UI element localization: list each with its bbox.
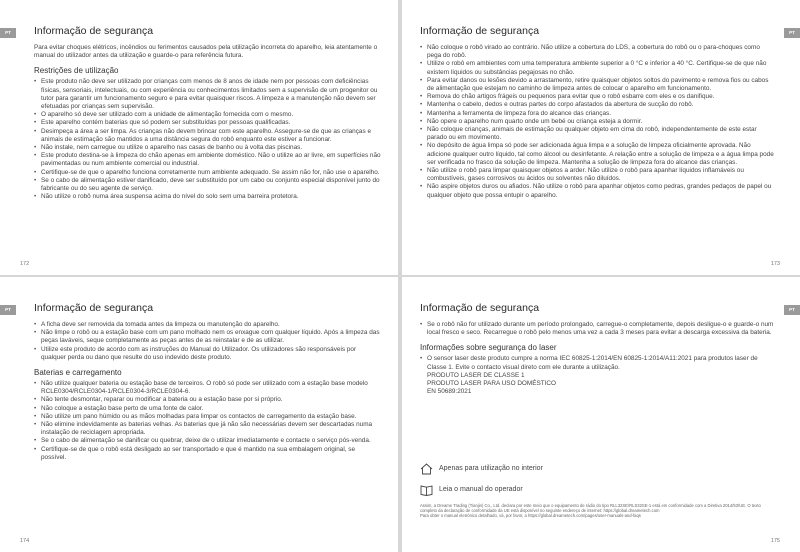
- bullet-list: [420, 321, 774, 337]
- symbol-manual-row: [420, 483, 543, 496]
- list-item: • Este produto não deve ser utilizado por crianças com menos de 8 anos de idade nem por pessoas com deficiências físicas, sensoriais, intelectuais, ou com experiência ou conhecimentos limitados sem a supervisão de um progenitor ou tutor para garantir um funcionamento seguro e para evitar quaisquer riscos. A limpeza e a manutenção não devem ser efetuadas por crianças sem supervisão.: [34, 78, 382, 111]
- list-item: • Mantenha a ferramenta de limpeza fora do alcance das crianças.: [420, 110, 774, 118]
- symbol-indoor-label: Apenas para utilização no interior: [439, 465, 543, 472]
- list-item: • Não coloque crianças, animais de estimação ou qualquer objeto em cima do robô, independentemente de este estar parado ou em movimento.: [420, 126, 774, 142]
- list-item: • Utilize o robô em ambientes com uma temperatura ambiente superior a 0 °C e inferior a 40 °C. Certifique-se de que não existem líquidos ou substâncias pegajosas no chão.: [420, 60, 774, 76]
- list-item: • Se o cabo de alimentação se danificar ou quebrar, deixe de o utilizar imediatamente e contacte o serviço pós-venda.: [34, 437, 382, 445]
- page-172: [0, 0, 398, 275]
- laser-class-lines: [420, 372, 774, 397]
- list-item: • No depósito de água limpa só pode ser adicionada água limpa e a solução de limpeza oficialmente aprovada. Não adicione qualquer outro líquido, tal como álcool ou desinfetante. A relação entre a solução de limpeza e a água limpa pode ser verificada no frasco da solução de limpeza. Mantenha a solução de limpeza fora do alcance das crianças.: [420, 142, 774, 167]
- list-item: • Não elimine indevidamente as baterias velhas. As baterias que já não são necessárias devem ser descartadas numa instalação de reciclagem apropriada.: [34, 421, 382, 437]
- list-item: • Não utilize o robô numa área suspensa acima do nível do solo sem uma barreira protetora.: [34, 193, 382, 201]
- list-item: • Para evitar danos ou lesões devido a arrastamento, retire quaisquer objetos soltos do pavimento e remova fios ou cabos de alimentação que estejam no caminho de limpeza antes de colocar o aparelho em funcionamento.: [420, 77, 774, 93]
- list-item: • Mantenha o cabelo, dedos e outras partes do corpo afastados da abertura de sucção do robô.: [420, 101, 774, 109]
- section-heading: Informações sobre segurança do laser: [420, 343, 557, 353]
- page-title: Informação de segurança: [420, 25, 540, 37]
- section-heading: Baterias e carregamento: [34, 368, 122, 378]
- list-item: • Desimpeça a área a ser limpa. As crianças não devem brincar com este aparelho. Assegure-se de que as crianças e animais de estimação são mantidos a uma distância segura do robô enquanto este estiver a funcionar.: [34, 128, 382, 144]
- language-tag: PT: [0, 305, 16, 315]
- list-item: • Não aspire objetos duros ou afiados. Não utilize o robô para apanhar objetos como pedras, grandes pedaços de papel ou qualquer objeto que possa entupir o aparelho.: [420, 183, 774, 199]
- page-body: [34, 321, 382, 462]
- symbol-indoor-row: [420, 462, 543, 475]
- list-item: • Este aparelho contém baterias que só podem ser substituídas por pessoas qualificadas.: [34, 119, 382, 127]
- page-number: 173: [770, 261, 780, 267]
- page-173: [402, 0, 800, 275]
- list-item: • Não limpe o robô ou a estação base com um pano molhado nem os enxague com qualquer líquido. Após a limpeza das peças laváveis, seque completamente as peças antes de as reinstalar e de as utilizar.: [34, 329, 382, 345]
- manual-link-text: Para obter o manual eletrónico detalhado, vá, por favor, a https://global.dreametech.com/pages/user-manuals-and-faqs: [420, 513, 641, 519]
- language-tag: PT: [784, 305, 800, 315]
- list-item: • O aparelho só deve ser utilizado com a unidade de alimentação fornecida com o mesmo.: [34, 111, 382, 119]
- declaration-text: Assim, a Dreame Trading (Tianjin) Co., Ltd. declara por este meio que o equipamento de rádio do tipo RLL32SE/RLS32SE-1 está em conformidade com a Diretiva 2014/53/UE. O texto completo da declaração de conformidade da UE está disponível no seguinte endereço de internet: https://global.dreametech.com: [420, 503, 761, 514]
- list-item: • Não instale, nem carregue ou utilize o aparelho nas casas de banho ou à volta das piscinas.: [34, 144, 382, 152]
- page-number: 172: [20, 261, 30, 267]
- page-title: Informação de segurança: [34, 302, 154, 314]
- bullet-list: [420, 355, 774, 371]
- page-175: [402, 277, 800, 552]
- language-tag: PT: [784, 28, 800, 38]
- bullet-list: [34, 78, 382, 201]
- list-item: • O sensor laser deste produto cumpre a norma IEC 60825-1:2014/EN 60825-1:2014/A11:2021 para produtos laser de Classe 1. Evite o contacto visual direto com ele durante a utilização.: [420, 355, 774, 371]
- page-body: [34, 44, 382, 201]
- list-item: • Utilize este produto de acordo com as instruções do Manual do Utilizador. Os utilizadores são responsáveis por qualquer perda ou dano que resulte do uso indevido deste produto.: [34, 346, 382, 362]
- list-item: • Certifique-se de que o aparelho funciona corretamente num ambiente adequado. Se assim não for, não use o aparelho.: [34, 169, 382, 177]
- section-heading: Restrições de utilização: [34, 66, 119, 76]
- page-number: 175: [770, 538, 780, 544]
- symbols-legend: [420, 462, 543, 504]
- page-174: [0, 277, 398, 552]
- list-item: • Remova do chão artigos frágeis ou pequenos para evitar que o robô esbarre com eles e os danifique.: [420, 93, 774, 101]
- list-item: • Não utilize um pano húmido ou as mãos molhadas para limpar os contactos de carregamento da estação base.: [34, 413, 382, 421]
- bullet-list: [420, 44, 774, 200]
- page-title: Informação de segurança: [420, 302, 540, 314]
- list-item: • Se o robô não for utilizado durante um período prolongado, carregue-o completamente, depois desligue-o e guarde-o num local fresco e seco. Recarregue o robô pelo menos uma vez a cada 3 meses para evitar a descarga excessiva da bateria.: [420, 321, 774, 337]
- laser-line: EN 50689:2021: [427, 388, 472, 396]
- read-manual-icon: [420, 484, 433, 496]
- list-item: • Não utilize qualquer bateria ou estação base de terceiros. O robô só pode ser utilizado com a estação base modelo RCLE0304/RCLE0304-1/RCLE0304-3/RCLE0304-6.: [34, 380, 382, 396]
- list-item: • A ficha deve ser removida da tomada antes da limpeza ou manutenção do aparelho.: [34, 321, 382, 329]
- intro-paragraph: Para evitar choques elétricos, incêndios ou ferimentos causados pela utilização incorreta do aparelho, leia atentamente o manual do utilizador antes da utilização e guarde-o para referência futura.: [34, 44, 378, 60]
- language-tag: PT: [0, 28, 16, 38]
- house-icon: [420, 463, 433, 475]
- list-item: • Este produto destina-se à limpeza do chão apenas em ambiente doméstico. Não o utilize ao ar livre, em superfícies não pavimentadas ou num ambiente comercial ou industrial.: [34, 152, 382, 168]
- bullet-list: [34, 380, 382, 462]
- laser-line: PRODUTO LASER PARA USO DOMÉSTICO: [427, 380, 557, 388]
- page-title: Informação de segurança: [34, 25, 154, 37]
- list-item: • Certifique-se de que o robô está desligado ao ser transportado e que é mantido na sua embalagem original, se possível.: [34, 446, 382, 462]
- compliance-footnote: [420, 503, 774, 519]
- laser-line: PRODUTO LASER DE CLASSE 1: [427, 371, 525, 379]
- list-item: • Não coloque a estação base perto de uma fonte de calor.: [34, 405, 382, 413]
- page-body: [420, 321, 774, 396]
- page-number: 174: [20, 538, 30, 544]
- list-item: • Não tente desmontar, reparar ou modificar a bateria ou a estação base por si próprio.: [34, 396, 382, 404]
- list-item: • Não utilize o robô para limpar quaisquer objetos a arder. Não utilize o robô para apanhar líquidos inflamáveis ou combustíveis, gases corrosivos ou ácidos ou solventes não diluídos.: [420, 167, 774, 183]
- symbol-manual-label: Leia o manual do operador: [439, 486, 523, 493]
- list-item: • Se o cabo de alimentação estiver danificado, deve ser substituído por um cabo ou conjunto especial disponível junto do fabricante ou do seu agente de serviço.: [34, 177, 382, 193]
- page-body: [420, 44, 774, 200]
- list-item: • Não opere o aparelho num quarto onde um bebé ou criança esteja a dormir.: [420, 118, 774, 126]
- bullet-list: [34, 321, 382, 362]
- list-item: • Não coloque o robô virado ao contrário. Não utilize a cobertura do LDS, a cobertura do robô ou o para-choques como pega do robô.: [420, 44, 774, 60]
